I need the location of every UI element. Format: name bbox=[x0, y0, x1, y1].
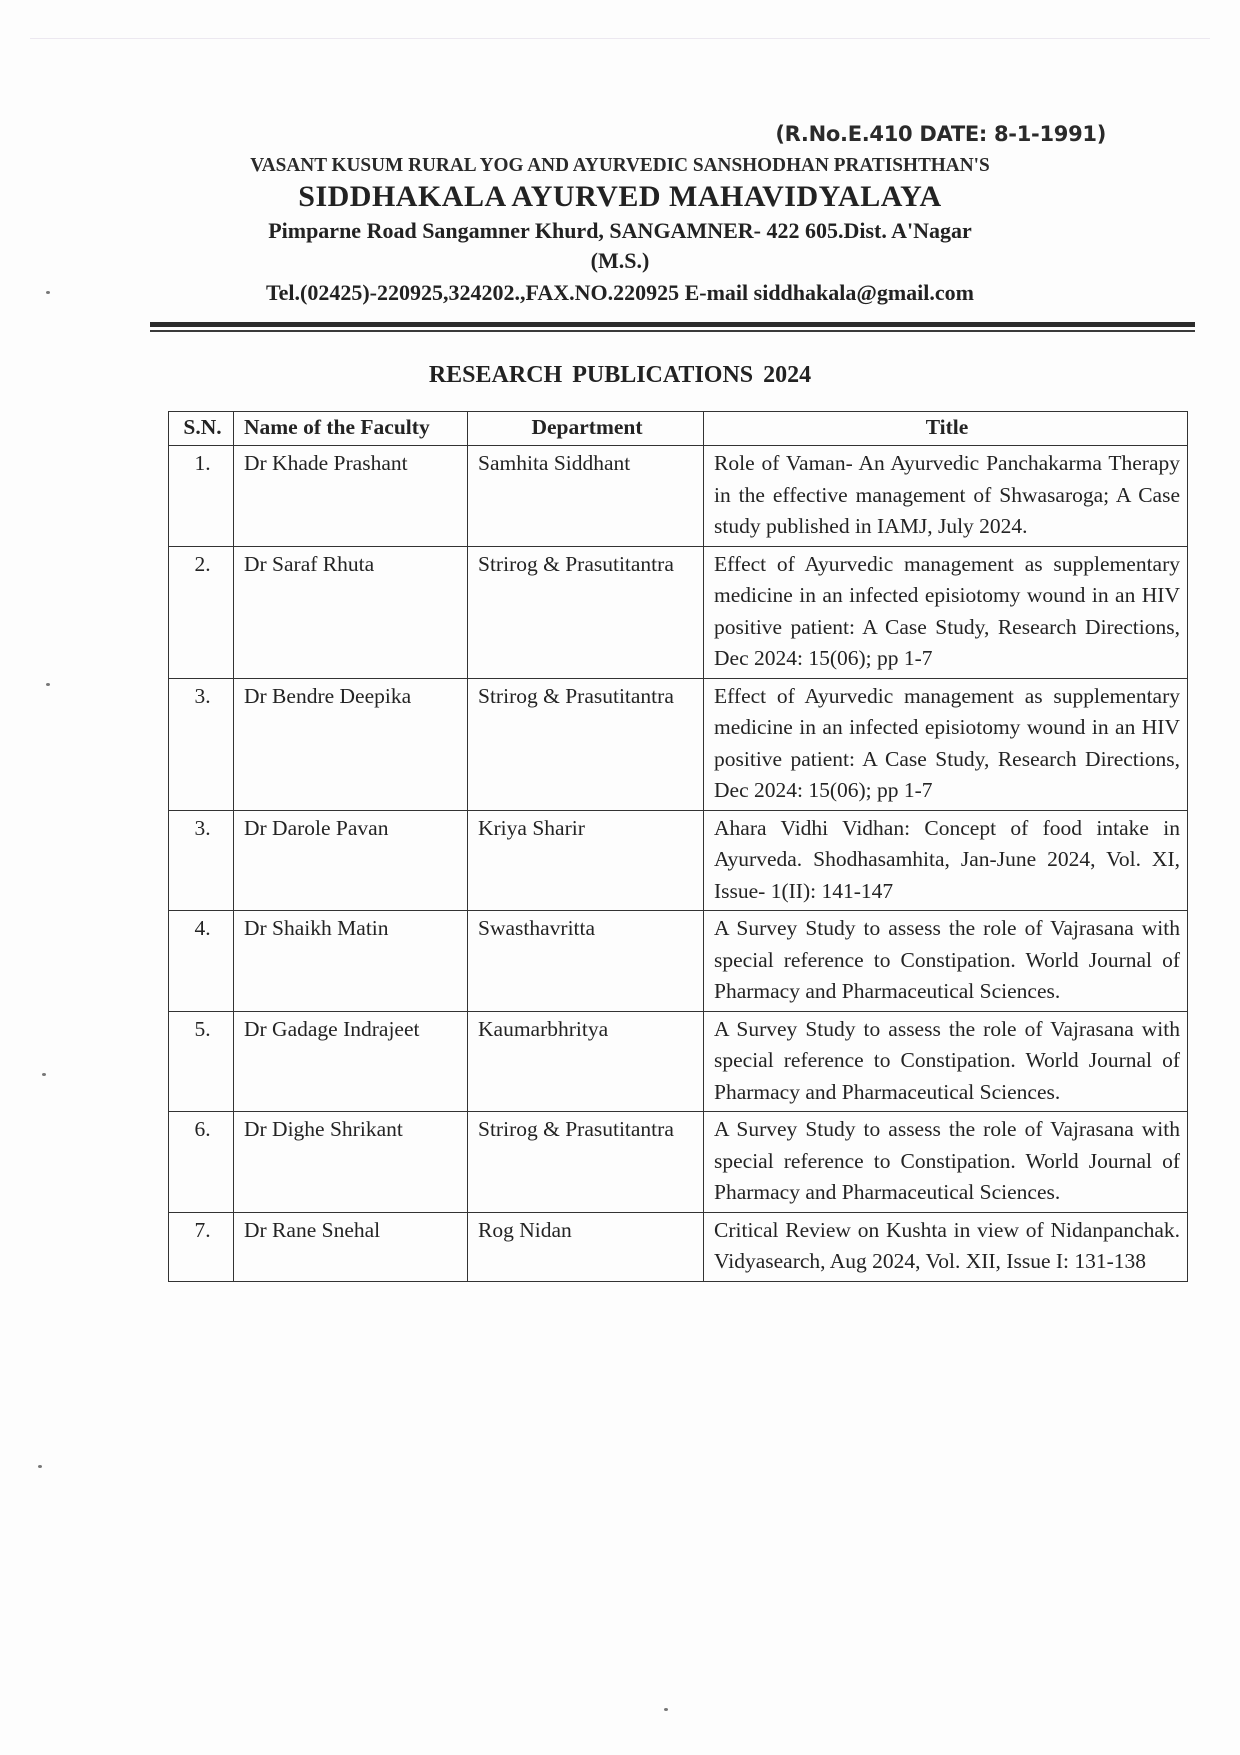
table-row bbox=[169, 1212, 1188, 1281]
address-line: Pimparne Road Sangamner Khurd, SANGAMNER- 422 605.Dist. A'Nagar bbox=[268, 218, 972, 243]
cell-title: Ahara Vidhi Vidhan: Concept of food intake in Ayurveda. Shodhasamhita, Jan-June 2024, Vol. XI, Issue- 1(II): 141-147 bbox=[704, 810, 1188, 911]
cell-department: Strirog & Prasutitantra bbox=[468, 1112, 704, 1213]
scan-speck bbox=[38, 1465, 42, 1468]
cell-name: Dr Darole Pavan bbox=[234, 810, 468, 911]
table-row bbox=[169, 1112, 1188, 1213]
registration-number: (R.No.E.410 DATE: 8-1-1991) bbox=[775, 122, 1106, 146]
cell-sn: 3. bbox=[169, 678, 234, 810]
trust-name: VASANT KUSUM RURAL YOG AND AYURVEDIC SANSHODHAN PRATISHTHAN'S bbox=[250, 154, 990, 176]
cell-department: Rog Nidan bbox=[468, 1212, 704, 1281]
table-row bbox=[169, 810, 1188, 911]
header-sn: S.N. bbox=[169, 412, 234, 446]
cell-name: Dr Bendre Deepika bbox=[234, 678, 468, 810]
table-row bbox=[169, 1011, 1188, 1112]
scan-speck bbox=[664, 1708, 668, 1711]
state-line: (M.S.) bbox=[590, 248, 650, 273]
cell-sn: 7. bbox=[169, 1212, 234, 1281]
cell-name: Dr Rane Snehal bbox=[234, 1212, 468, 1281]
cell-sn: 6. bbox=[169, 1112, 234, 1213]
cell-name: Dr Saraf Rhuta bbox=[234, 546, 468, 678]
scan-speck bbox=[46, 291, 50, 294]
cell-title: Effect of Ayurvedic management as supplementary medicine in an infected episiotomy wound in an HIV positive patient: A Case Study, Research Directions, Dec 2024: 15(06); pp 1-7 bbox=[704, 546, 1188, 678]
cell-department: Kriya Sharir bbox=[468, 810, 704, 911]
cell-department: Swasthavritta bbox=[468, 911, 704, 1012]
cell-title: A Survey Study to assess the role of Vajrasana with special reference to Constipation. World Journal of Pharmacy and Pharmaceutical Sciences. bbox=[704, 1011, 1188, 1112]
cell-name: Dr Khade Prashant bbox=[234, 446, 468, 547]
college-name: SIDDHAKALA AYURVED MAHAVIDYALAYA bbox=[298, 180, 942, 213]
cell-title: A Survey Study to assess the role of Vajrasana with special reference to Constipation. World Journal of Pharmacy and Pharmaceutical Sciences. bbox=[704, 1112, 1188, 1213]
letterhead-divider-thin bbox=[150, 330, 1195, 332]
publications-table bbox=[168, 411, 1188, 1282]
cell-title: Role of Vaman- An Ayurvedic Panchakarma Therapy in the effective management of Shwasaroga; A Case study published in IAMJ, July 2024. bbox=[704, 446, 1188, 547]
cell-department: Samhita Siddhant bbox=[468, 446, 704, 547]
table-header-row bbox=[169, 412, 1188, 446]
header-department: Department bbox=[468, 412, 704, 446]
cell-title: A Survey Study to assess the role of Vajrasana with special reference to Constipation. World Journal of Pharmacy and Pharmaceutical Sciences. bbox=[704, 911, 1188, 1012]
cell-title: Critical Review on Kushta in view of Nidanpanchak. Vidyasearch, Aug 2024, Vol. XII, Issue I: 131-138 bbox=[704, 1212, 1188, 1281]
table-row bbox=[169, 546, 1188, 678]
scan-speck bbox=[46, 683, 50, 686]
cell-department: Kaumarbhritya bbox=[468, 1011, 704, 1112]
header-title: Title bbox=[704, 412, 1188, 446]
table-row bbox=[169, 911, 1188, 1012]
cell-sn: 2. bbox=[169, 546, 234, 678]
cell-title: Effect of Ayurvedic management as supplementary medicine in an infected episiotomy wound in an HIV positive patient: A Case Study, Research Directions, Dec 2024: 15(06); pp 1-7 bbox=[704, 678, 1188, 810]
cell-name: Dr Dighe Shrikant bbox=[234, 1112, 468, 1213]
letterhead-divider-thick bbox=[150, 322, 1195, 327]
cell-department: Strirog & Prasutitantra bbox=[468, 678, 704, 810]
cell-name: Dr Gadage Indrajeet bbox=[234, 1011, 468, 1112]
cell-sn: 1. bbox=[169, 446, 234, 547]
cell-sn: 4. bbox=[169, 911, 234, 1012]
table-row bbox=[169, 678, 1188, 810]
contact-line: Tel.(02425)-220925,324202.,FAX.NO.220925 E-mail siddhakala@gmail.com bbox=[266, 280, 974, 305]
cell-sn: 5. bbox=[169, 1011, 234, 1112]
cell-department: Strirog & Prasutitantra bbox=[468, 546, 704, 678]
cell-sn: 3. bbox=[169, 810, 234, 911]
scan-edge-line bbox=[30, 38, 1210, 39]
header-name: Name of the Faculty bbox=[234, 412, 468, 446]
cell-name: Dr Shaikh Matin bbox=[234, 911, 468, 1012]
table-row bbox=[169, 446, 1188, 547]
scan-speck bbox=[42, 1073, 46, 1076]
document-title: RESEARCH PUBLICATIONS 2024 bbox=[428, 362, 812, 388]
